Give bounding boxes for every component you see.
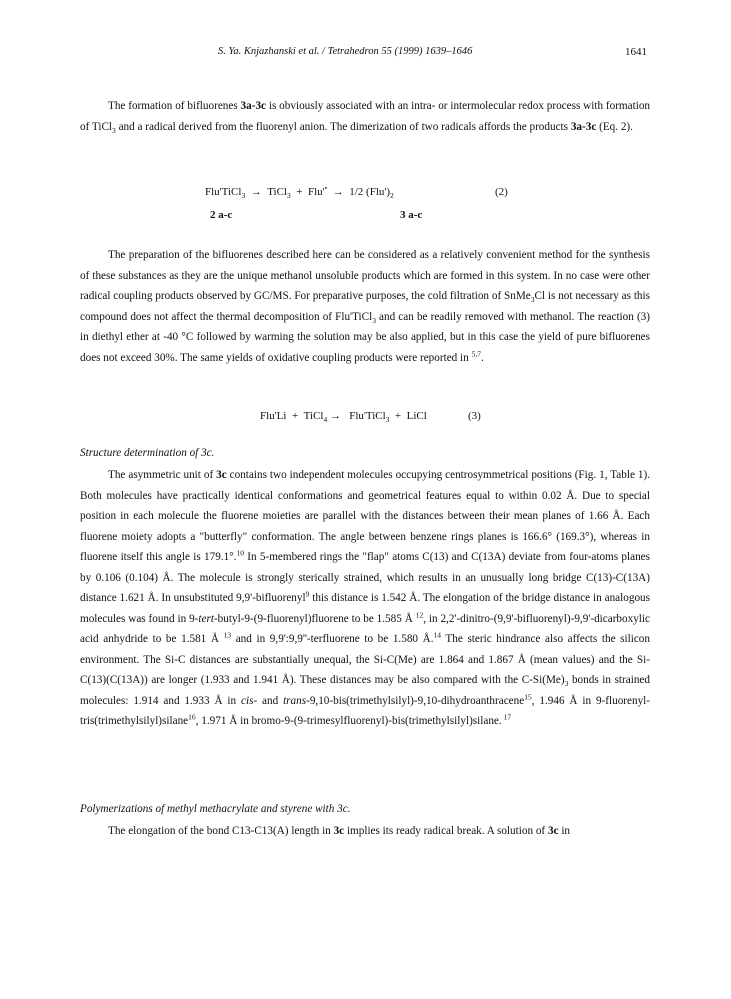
- page-number: 1641: [625, 46, 647, 58]
- section-heading-polymerizations: Polymerizations of methyl methacrylate and styrene with 3c.: [80, 803, 351, 815]
- equation-2-line: Flu'TiCl$_3$ → TiCl$_3$ + Flu'• → 1/2 $(Flu')_2$: [205, 183, 394, 201]
- paragraph-polymerizations: The elongation of the bond C13-C13(A) length in 3c implies its ready radical break. A solution of 3c in: [108, 825, 571, 837]
- equation-2-number: (2): [495, 186, 508, 198]
- equation-3-number: (3): [468, 410, 481, 422]
- paragraph-structure: The asymmetric unit of 3c contains two independent molecules occupying centrosymmetrical positions (Fig. 1, Table 1). Both molecules have practically identical conformations and geometrical features equal to within 0.02 Å. Due to special position in each molecule the fluorene moieties are parallel with the distances between their mean planes of 1.66 Å. Each fluorene moiety adopts a "butterfly" conformation. The angle between benzene rings planes is 166.6° (169.3°), whereas in fluorene itself this angle is 179.1°.$^{10}$ In 5-membered rings the "flap" atoms C(13) and C(13A) deviate from four-atoms planes by 0.106 (0.104) Å. The molecule is strongly sterically strained, which results in an unusually long bridge C(13)-C(13A) distance 1.621 Å. In unsubstituted 9,9'-bifluorenyl$^9$ this distance is 1.542 Å. The elongation of the bridge distance in analogous molecules was found in 9-tert-butyl-9-(9-fluorenyl)fluorene to be 1.585 Å $^{12}$, in 2,2'-dinitro-(9,9'-bifluorenyl)-9,9'-dicarboxylic acid anhydride to be 1.581 Å $^{13}$ and in 9,9':9,9''-terfluorene to be 1.580 Å.$^{14}$ The steric hindrance also affects the silicon environment. The Si-C distances are substantially unequal, the Si-C(Me) are 1.864 and 1.867 Å (mean values) and the Si-C(13)(C(13A)) are longer (1.933 and 1.941 Å). These distances may be also compared with the $C-Si(Me)_3$ bonds in strained molecules: 1.914 and 1.933 Å in cis- and trans-9,10-bis(trimethylsilyl)-9,10-dihydroanthracene$^{15}$, 1.946 Å in 9-fluorenyl-tris(trimethylsilyl)silane$^{16}$, 1.971 Å in bromo-9-(9-trimesylfluorenyl)-bis(trimethylsilyl)silane. $^{17}$: [80, 469, 651, 727]
- paragraph-preparation: The preparation of the bifluorenes described here can be considered as a relatively convenient method for the synthesis of these substances as they are the unique methanol unsoluble products which are formed in this system. In no case were other radical coupling products observed by GC/MS. For preparative purposes, the cold filtration of SnMe$_3$Cl is not necessary as this compound does not affect the thermal decomposition of Flu'TiCl$_3$ and can be readily removed with methanol. The reaction (3) in diethyl ether at -40 °C followed by warming the solution may be also applied, but in this case the yield of pure bifluorenes does not exceed 30%. The same yields of oxidative coupling products were reported in $^{5,7}$.: [80, 249, 650, 364]
- section-heading-structure: Structure determination of 3c.: [80, 447, 215, 459]
- page-header: [0, 46, 731, 62]
- running-head: S. Ya. Knjazhanski et al. / Tetrahedron 55 (1999) 1639–1646: [218, 46, 473, 57]
- paragraph-bifluorene-formation: The formation of bifluorenes 3a-3c is obviously associated with an intra- or intermolecular redox process with formation of TiCl$_3$ and a radical derived from the fluorenyl anion. The dimerization of two radicals affords the products 3a-3c (Eq. 2).: [80, 100, 651, 135]
- equation-2-label-left: 2 a-c: [210, 209, 233, 221]
- equation-2-label-right: 3 a-c: [400, 209, 423, 221]
- equation-3-line: Flu'Li + TiCl$_4$ → Flu'TiCl$_3$ + LiCl: [260, 410, 427, 425]
